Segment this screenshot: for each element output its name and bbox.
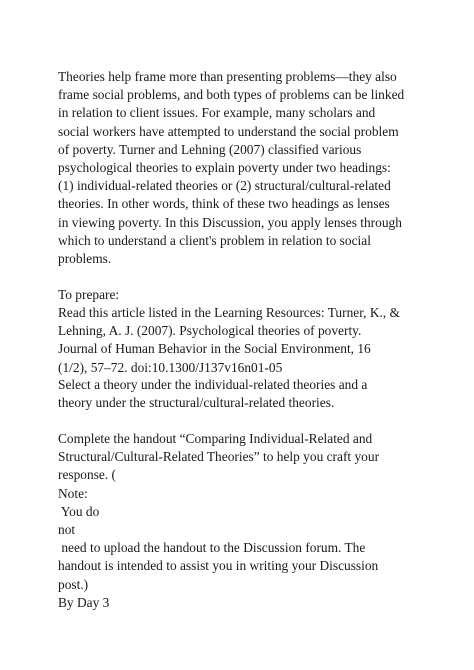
select-theory-paragraph (58, 376, 468, 412)
select-line: Select a theory under the individual-related theories and a (58, 377, 368, 392)
handout-line: need to upload the handout to the Discussion forum. The (58, 540, 366, 556)
handout-line: post.) (58, 576, 89, 592)
intro-line: social workers have attempted to understand the social problem (58, 123, 399, 139)
handout-line: Structural/Cultural-Related Theories” to help you craft your (58, 449, 380, 465)
handout-line: You do (58, 503, 100, 519)
handout-line: response. ( (58, 467, 117, 483)
article-line: Lehning, A. J. (2007). Psychological theories of poverty. (58, 323, 362, 339)
article-line: Journal of Human Behavior in the Social Environment, 16 (58, 341, 371, 357)
intro-line: in viewing poverty. In this Discussion, you apply lenses through (58, 214, 402, 230)
intro-line: which to understand a client's problem in relation to social (58, 232, 371, 248)
by-day-heading (58, 594, 468, 612)
intro-line: Theories help frame more than presenting problems—they also (58, 69, 397, 84)
intro-line: frame social problems, and both types of problems can be linked (58, 87, 405, 103)
select-line: theory under the structural/cultural-related theories. (58, 395, 335, 411)
intro-line: (1) individual-related theories or (2) structural/cultural-related (58, 178, 391, 194)
article-line: Read this article listed in the Learning Resources: Turner, K., & (58, 305, 400, 320)
article-paragraph (58, 304, 468, 377)
article-line: (1/2), 57–72. doi:10.1300/J137v16n01-05 (58, 359, 283, 375)
to-prepare-label: To prepare: (58, 287, 120, 302)
intro-line: problems. (58, 250, 112, 266)
to-prepare-heading (58, 286, 468, 304)
intro-line: in relation to client issues. For example, many scholars and (58, 105, 376, 121)
handout-line: not (58, 521, 76, 537)
handout-line: Complete the handout “Comparing Individual-Related and (58, 431, 373, 446)
handout-paragraph (58, 430, 468, 594)
intro-line: psychological theories to explain poverty under two headings: (58, 159, 391, 175)
by-day-label: By Day 3 (58, 595, 110, 610)
intro-line: theories. In other words, think of these two headings as lenses (58, 196, 390, 212)
intro-paragraph (58, 68, 468, 268)
intro-line: of poverty. Turner and Lehning (2007) classified various (58, 141, 362, 157)
handout-line: handout is intended to assist you in writing your Discussion (58, 558, 379, 574)
handout-line: Note: (58, 485, 88, 501)
